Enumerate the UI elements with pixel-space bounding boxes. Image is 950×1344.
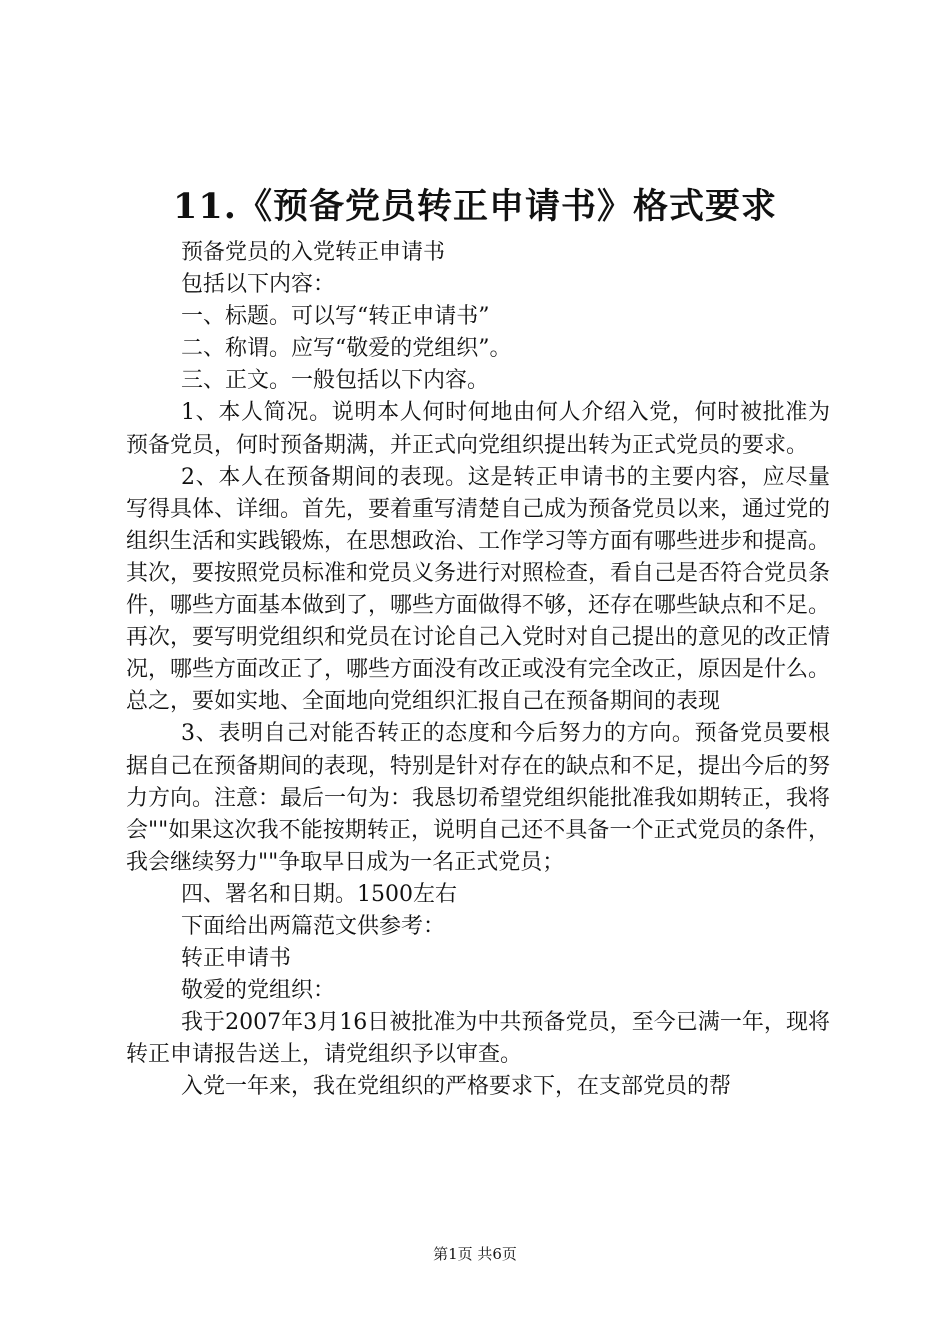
paragraph-sample-body-2: 入党一年来，我在党组织的严格要求下，在支部党员的帮 <box>181 1074 732 1100</box>
paragraph-examples-intro: 下面给出两篇范文供参考： <box>181 913 446 939</box>
paragraph-section-body: 三、正文。一般包括以下内容。 <box>181 368 490 394</box>
paragraph-section-salutation: 二、称谓。应写“敬爱的党组织”。 <box>181 336 512 362</box>
paragraph-sample-body-1: 我于2007年3月16日被批准为中共预备党员，至今已满一年，现将转正申请报告送上，请党组织予以审查。 <box>126 1010 830 1068</box>
paragraph-item-1: 1、本人简况。说明本人何时何地由何人介绍入党，何时被批准为预备党员，何时预备期满，并正式向党组织提出转为正式党员的要求。 <box>126 400 830 458</box>
document-body <box>126 237 830 1104</box>
paragraph-sample-title: 转正申请书 <box>181 946 292 972</box>
document-title: 11.《预备党员转正申请书》格式要求 <box>173 186 777 227</box>
paragraph-intro: 预备党员的入党转正申请书 <box>181 240 446 265</box>
paragraph-includes: 包括以下内容： <box>181 272 336 298</box>
paragraph-item-2: 2、本人在预备期间的表现。这是转正申请书的主要内容，应尽量写得具体、详细。首先，要着重写清楚自己成为预备党员以来，通过党的组织生活和实践锻炼，在思想政治、工作学习等方面有哪些进步和提高。其次，要按照党员标准和党员义务进行对照检查，看自己是否符合党员条件，哪些方面基本做到了，哪些方面做得不够，还存在哪些缺点和不足。再次，要写明党组织和党员在讨论自己入党时对自己提出的意见的改正情况，哪些方面改正了，哪些方面没有改正或没有完全改正，原因是什么。总之，要如实地、全面地向党组织汇报自己在预备期间的表现 <box>126 464 831 715</box>
paragraph-section-signature: 四、署名和日期。1500左右 <box>181 881 457 907</box>
paragraph-sample-salutation: 敬爱的党组织： <box>181 978 336 1004</box>
page-number-footer: 第1页 共6页 <box>433 1245 517 1263</box>
paragraph-section-title: 一、标题。可以写“转正申请书” <box>181 304 490 330</box>
paragraph-item-3: 3、表明自己对能否转正的态度和今后努力的方向。预备党员要根据自己在预备期间的表现，特别是针对存在的缺点和不足，提出今后的努力方向。注意：最后一句为：我恳切希望党组织能批准我如期转正，我将会""如果这次我不能按期转正，说明自己还不具备一个正式党员的条件，我会继续努力""争取早日成为一名正式党员； <box>126 721 831 875</box>
